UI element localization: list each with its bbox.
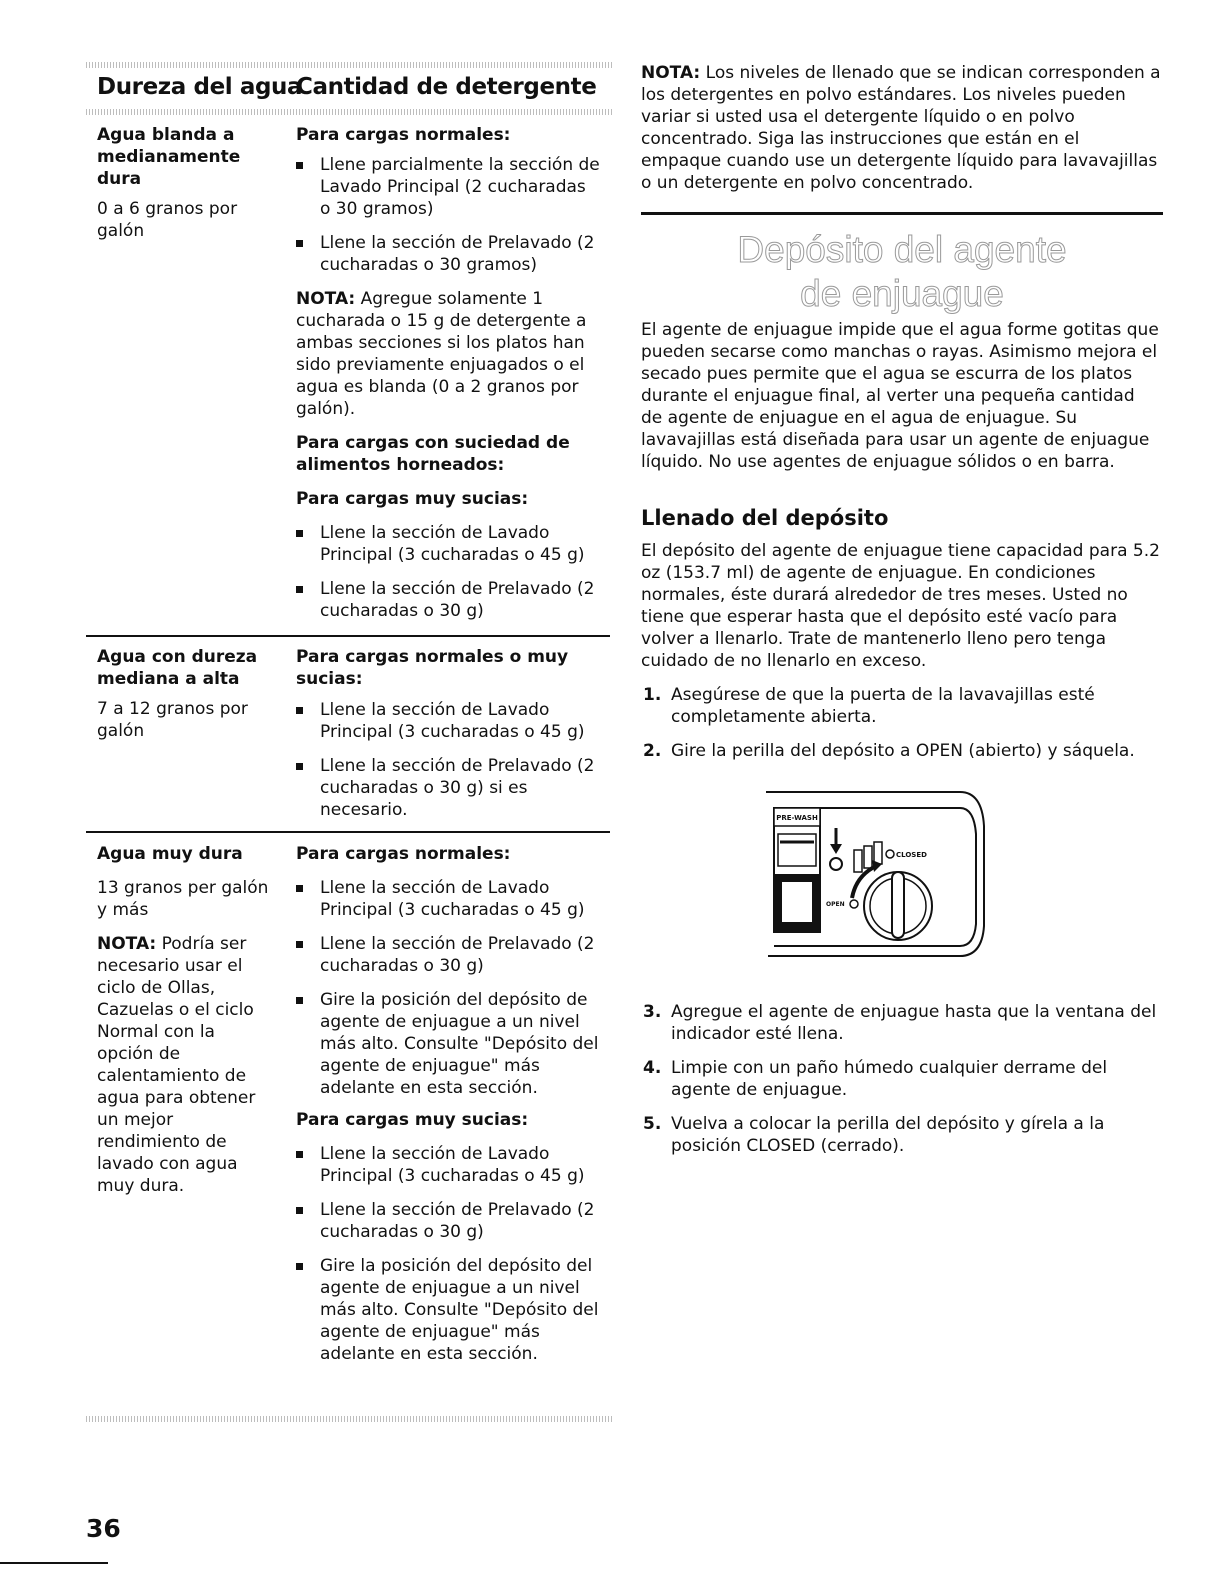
hardness-label: Agua muy dura xyxy=(97,844,243,864)
step-text: Asegúrese de que la puerta de la lavavajillas esté completamente abierta. xyxy=(671,685,1095,727)
hardness-range: 0 a 6 granos por galón xyxy=(97,199,238,241)
subheading: Llenado del depósito xyxy=(641,506,889,530)
note-label: NOTA: xyxy=(97,934,157,954)
list-item: Llene la sección de Lavado Principal (3 cucharadas o 45 g) xyxy=(296,877,601,921)
list-item xyxy=(641,1113,1161,1157)
prewash-label: PRE-WASH xyxy=(776,814,818,822)
note-text: Agregue solamente 1 cucharada o 15 g de detergente a ambas secciones si los platos han sido previamente enjuagados o el agua es blanda (0 a 2 granos por galón). xyxy=(296,289,587,419)
row-divider xyxy=(86,831,610,833)
note-text: Los niveles de llenado que se indican corresponden a los detergentes en polvo estándares. Los niveles pueden variar si usted usa el detergente líquido o en polvo concentrado. Siga las instrucciones que están en el empaque cuando use un detergente líquido para lavavajillas o un detergente en polvo concentrado. xyxy=(641,63,1161,193)
list-item: Gire la posición del depósito del agente de enjuague a un nivel más alto. Consulte "Depósito del agente de enjuague" más adelante en esta sección. xyxy=(296,1255,601,1365)
dispenser-diagram xyxy=(760,786,992,962)
list-item: Llene la sección de Lavado Principal (3 cucharadas o 45 g) xyxy=(296,699,601,743)
step-number: 5. xyxy=(643,1114,662,1134)
heavy-loads-heading: Para cargas muy sucias: xyxy=(296,489,529,509)
column-header-detergent-amount: Cantidad de detergente xyxy=(296,74,597,100)
step-number: 1. xyxy=(643,685,662,705)
column-header-water-hardness: Dureza del agua xyxy=(97,74,303,100)
step-text: Agregue el agente de enjuague hasta que la ventana del indicador esté llena. xyxy=(671,1002,1157,1044)
section-title-line-2: de enjuague xyxy=(800,273,1004,314)
list-item: Llene la sección de Prelavado (2 cucharadas o 30 g) xyxy=(296,933,601,977)
steps-list-b xyxy=(641,1001,1161,1157)
normal-loads-heading: Para cargas normales: xyxy=(296,125,511,145)
table-top-rule xyxy=(86,62,612,68)
list-item: Llene la sección de Prelavado (2 cucharadas o 30 gramos) xyxy=(296,232,601,276)
footer-rule xyxy=(0,1562,108,1564)
step-number: 2. xyxy=(643,741,662,761)
step-text: Limpie con un paño húmedo cualquier derrame del agente de enjuague. xyxy=(671,1058,1108,1100)
list-item: Llene la sección de Lavado Principal (3 cucharadas o 45 g) xyxy=(296,1143,601,1187)
open-label: OPEN xyxy=(826,901,845,908)
note-label: NOTA: xyxy=(296,289,356,309)
list-item: Llene la sección de Prelavado (2 cucharadas o 30 g) xyxy=(296,578,601,622)
note-paragraph xyxy=(296,288,601,420)
step-number: 4. xyxy=(643,1058,662,1078)
section-title xyxy=(641,228,1163,316)
row-divider xyxy=(86,635,610,637)
page-number: 36 xyxy=(86,1514,121,1543)
list-item: Llene la sección de Prelavado (2 cucharadas o 30 g) xyxy=(296,1199,601,1243)
detergent-cell-very-hard-water xyxy=(296,843,601,1365)
baked-loads-heading: Para cargas con suciedad de alimentos horneados: xyxy=(296,433,570,475)
hardness-range: 7 a 12 granos por galón xyxy=(97,699,248,741)
step-text: Vuelva a colocar la perilla del depósito y gírela a la posición CLOSED (cerrado). xyxy=(671,1114,1105,1156)
step-number: 3. xyxy=(643,1002,662,1022)
detergent-cell-medium-water xyxy=(296,646,601,821)
table-bottom-rule xyxy=(86,1416,612,1422)
table-row-medium-water xyxy=(97,646,277,742)
detergent-note xyxy=(641,62,1161,194)
list-item: Llene parcialmente la sección de Lavado Principal (2 cucharadas o 30 gramos) xyxy=(296,154,601,220)
list-item xyxy=(641,1057,1161,1101)
heavy-loads-heading: Para cargas muy sucias: xyxy=(296,1110,529,1130)
hardness-label: Agua con dureza mediana a alta xyxy=(97,647,258,689)
step-text: Gire la perilla del depósito a OPEN (abierto) y sáquela. xyxy=(671,741,1135,761)
list-item xyxy=(641,1001,1161,1045)
table-header-rule xyxy=(86,109,612,115)
note-label: NOTA: xyxy=(641,63,701,83)
detergent-cell-soft-water xyxy=(296,124,601,622)
fill-paragraph: El depósito del agente de enjuague tiene capacidad para 5.2 oz (153.7 ml) de agente de enjuague. En condiciones normales, éste durará alrededor de tres meses. Usted no tiene que esperar hasta que el depósito esté vacío para volver a llenarlo. Trate de mantenerlo lleno pero tenga cuidado de no llenarlo en exceso. xyxy=(641,541,1160,671)
section-title-line-1: Depósito del agente xyxy=(737,229,1067,270)
section-divider xyxy=(641,212,1163,215)
list-item xyxy=(641,684,1161,728)
loads-heading: Para cargas normales o muy sucias: xyxy=(296,647,569,689)
hardness-range: 13 granos per galón y más xyxy=(97,878,269,920)
list-item: Gire la posición del depósito de agente de enjuague a un nivel más alto. Consulte "Depósito del agente de enjuague" más adelante en esta sección. xyxy=(296,989,601,1099)
list-item: Llene la sección de Prelavado (2 cucharadas o 30 g) si es necesario. xyxy=(296,755,601,821)
note-text: Podría ser necesario usar el ciclo de Ollas, Cazuelas o el ciclo Normal con la opción de calentamiento de agua para obtener un mejor rendimiento de lavado con agua muy dura. xyxy=(97,934,256,1196)
steps-list-a xyxy=(641,684,1161,762)
table-row-very-hard-water xyxy=(97,843,269,1197)
list-item: Llene la sección de Lavado Principal (3 cucharadas o 45 g) xyxy=(296,522,601,566)
closed-label: CLOSED xyxy=(896,851,927,859)
normal-loads-heading: Para cargas normales: xyxy=(296,844,511,864)
rinse-agent-intro: El agente de enjuague impide que el agua forme gotitas que pueden secarse como manchas o rayas. Asimismo mejora el secado pues permite que el agua se escurra de los platos durante el enjuague final, al verter una pequeña cantidad de agente de enjuague en el agua de enjuague. Su lavavajillas está diseñada para usar un agente de enjuague líquido. No use agentes de enjuague sólidos o en barra. xyxy=(641,320,1159,472)
note-paragraph xyxy=(97,933,269,1197)
hardness-label: Agua blanda a medianamente dura xyxy=(97,125,241,189)
list-item xyxy=(641,740,1161,762)
table-row-soft-water xyxy=(97,124,277,242)
